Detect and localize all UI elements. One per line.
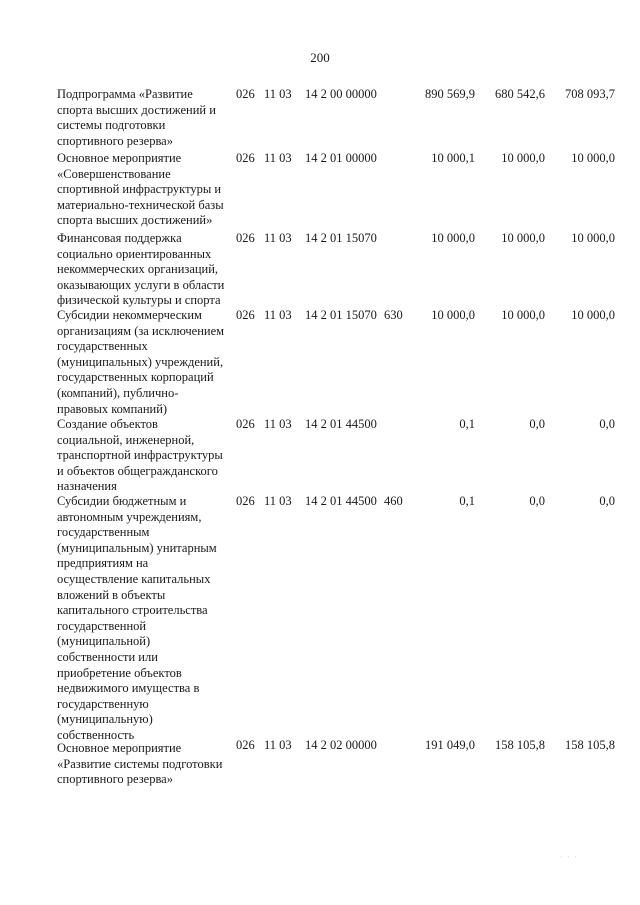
amount-year-3: 158 105,8 xyxy=(565,738,615,752)
ministry-code: 026 xyxy=(236,151,255,165)
amount-year-1: 0,1 xyxy=(459,494,475,508)
row-name: Основное мероприятие «Совершенствование спортивной инфраструктуры и материально-технической базы спорта высших достижений» xyxy=(57,151,224,228)
amount-year-2: 10 000,0 xyxy=(501,151,545,165)
amount-year-2: 0,0 xyxy=(529,494,545,508)
amount-year-3: 10 000,0 xyxy=(571,151,615,165)
amount-year-2: 10 000,0 xyxy=(501,231,545,245)
section-code: 11 03 xyxy=(264,417,292,431)
row-name: Основное мероприятие «Развитие системы подготовки спортивного резерва» xyxy=(57,741,223,787)
amount-year-3: 0,0 xyxy=(599,417,615,431)
amount-year-3: 10 000,0 xyxy=(571,308,615,322)
row-name: Субсидии некоммерческим организациям (за исключением государственных (муниципальных) учреждений, государственных корпораций (компаний), публично- правовых компаний) xyxy=(57,308,225,416)
expense-type-code: 460 xyxy=(384,494,403,508)
ministry-code: 026 xyxy=(236,494,255,508)
section-code: 11 03 xyxy=(264,308,292,322)
ministry-code: 026 xyxy=(236,87,255,101)
amount-year-1: 10 000,1 xyxy=(431,151,475,165)
section-code: 11 03 xyxy=(264,738,292,752)
ministry-code: 026 xyxy=(236,417,255,431)
amount-year-1: 10 000,0 xyxy=(431,308,475,322)
page-number: 200 xyxy=(310,50,330,65)
amount-year-2: 158 105,8 xyxy=(495,738,545,752)
amount-year-1: 191 049,0 xyxy=(425,738,475,752)
section-code: 11 03 xyxy=(264,231,292,245)
row-name: Подпрограмма «Развитие спорта высших достижений и системы подготовки спортивного резерва» xyxy=(57,87,216,148)
article-code: 14 2 02 00000 xyxy=(305,738,377,752)
amount-year-1: 10 000,0 xyxy=(431,231,475,245)
article-code: 14 2 01 15070 xyxy=(305,231,377,245)
amount-year-1: 890 569,9 xyxy=(425,87,475,101)
section-code: 11 03 xyxy=(264,87,292,101)
amount-year-2: 0,0 xyxy=(529,417,545,431)
amount-year-3: 0,0 xyxy=(599,494,615,508)
article-code: 14 2 01 44500 xyxy=(305,494,377,508)
row-name: Субсидии бюджетным и автономным учреждениям, государственным (муниципальным) унитарным предприятиям на осуществление капитальных вложений в объекты капитального строительства государственной (муниципальной) собственности или приобретение объектов недвижимого имущества в государственную (муниципальную) собственность xyxy=(57,494,217,742)
section-code: 11 03 xyxy=(264,494,292,508)
row-name: Создание объектов социальной, инженерной, транспортной инфраструктуры и объектов общегражданского назначения xyxy=(57,417,223,494)
ministry-code: 026 xyxy=(236,308,255,322)
article-code: 14 2 01 00000 xyxy=(305,151,377,165)
amount-year-2: 10 000,0 xyxy=(501,308,545,322)
expense-type-code: 630 xyxy=(384,308,403,322)
amount-year-3: 708 093,7 xyxy=(565,87,615,101)
ministry-code: 026 xyxy=(236,231,255,245)
scan-mark: · · · xyxy=(559,852,578,862)
ministry-code: 026 xyxy=(236,738,255,752)
amount-year-3: 10 000,0 xyxy=(571,231,615,245)
article-code: 14 2 01 44500 xyxy=(305,417,377,431)
amount-year-1: 0,1 xyxy=(459,417,475,431)
amount-year-2: 680 542,6 xyxy=(495,87,545,101)
row-name: Финансовая поддержка социально ориентированных некоммерческих организаций, оказывающих услуги в области физической культуры и спорта xyxy=(57,231,225,308)
section-code: 11 03 xyxy=(264,151,292,165)
article-code: 14 2 01 15070 xyxy=(305,308,377,322)
article-code: 14 2 00 00000 xyxy=(305,87,377,101)
